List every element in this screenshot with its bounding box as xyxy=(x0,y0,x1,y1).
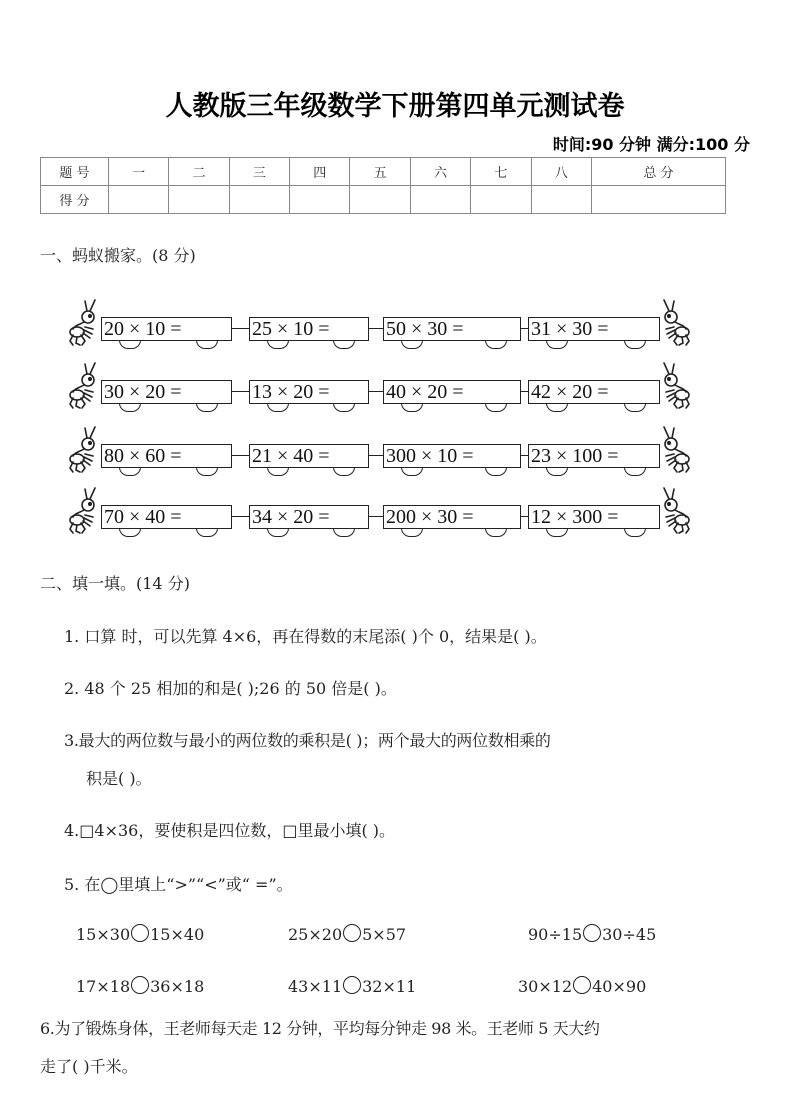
wheel-icon xyxy=(485,340,507,349)
wheel-icon xyxy=(196,340,218,349)
ant-icon xyxy=(63,422,103,480)
score-table-col: 六 xyxy=(410,158,470,186)
train-row xyxy=(60,295,700,355)
train-car[interactable]: 30 × 20 = xyxy=(101,380,232,404)
car-connector xyxy=(232,455,249,456)
comparison-left: 25×20 xyxy=(288,925,343,944)
score-table-row-label: 题 号 xyxy=(41,158,109,186)
car-connector xyxy=(521,455,528,456)
ant-icon xyxy=(656,483,696,541)
score-cell[interactable] xyxy=(410,186,470,214)
car-connector xyxy=(369,516,383,517)
score-table-row-label: 得 分 xyxy=(41,186,109,214)
score-cell[interactable] xyxy=(290,186,350,214)
train-car[interactable]: 34 × 20 = xyxy=(249,505,369,529)
score-cell[interactable] xyxy=(229,186,289,214)
wheel-icon xyxy=(546,467,568,476)
section2-heading: 二、填一填。(14 分) xyxy=(40,574,190,593)
ant-icon xyxy=(656,358,696,416)
comparison-left: 90÷15 xyxy=(528,925,583,944)
wheel-icon xyxy=(119,528,141,537)
wheel-icon xyxy=(546,403,568,412)
wheel-icon xyxy=(196,467,218,476)
blank-circle-icon[interactable] xyxy=(573,976,591,994)
train-row xyxy=(60,422,700,482)
comparison-item xyxy=(76,924,204,944)
train-row xyxy=(60,358,700,418)
wheel-icon xyxy=(546,340,568,349)
ant-icon xyxy=(63,483,103,541)
wheel-icon xyxy=(267,467,289,476)
wheel-icon xyxy=(119,403,141,412)
wheel-icon xyxy=(333,467,355,476)
car-connector xyxy=(369,391,383,392)
score-table-col: 七 xyxy=(471,158,531,186)
comparison-item xyxy=(288,924,406,944)
wheel-icon xyxy=(401,340,423,349)
comparison-right: 15×40 xyxy=(150,925,205,944)
train-car[interactable]: 50 × 30 = xyxy=(383,317,521,341)
comparison-left: 15×30 xyxy=(76,925,131,944)
ant-icon xyxy=(656,295,696,353)
wheel-icon xyxy=(624,467,646,476)
wheel-icon xyxy=(546,528,568,537)
wheel-icon xyxy=(624,528,646,537)
score-cell[interactable] xyxy=(350,186,410,214)
blank-circle-icon[interactable] xyxy=(583,924,601,942)
car-connector xyxy=(521,391,528,392)
wheel-icon xyxy=(401,467,423,476)
score-table-col: 一 xyxy=(109,158,169,186)
question-3-line2: 积是( )。 xyxy=(86,769,152,788)
train-car[interactable]: 13 × 20 = xyxy=(249,380,369,404)
section1-heading: 一、蚂蚁搬家。(8 分) xyxy=(40,246,196,265)
score-table-header-row xyxy=(41,158,726,186)
score-cell[interactable] xyxy=(531,186,591,214)
question-4: 4.□4×36，要使积是四位数，□里最小填( )。 xyxy=(64,821,396,840)
car-connector xyxy=(232,516,249,517)
score-table xyxy=(40,157,726,214)
score-table-col: 八 xyxy=(531,158,591,186)
train-car[interactable]: 25 × 10 = xyxy=(249,317,369,341)
wheel-icon xyxy=(119,467,141,476)
train-car[interactable]: 21 × 40 = xyxy=(249,444,369,468)
train-car[interactable]: 40 × 20 = xyxy=(383,380,521,404)
blank-circle-icon[interactable] xyxy=(131,924,149,942)
comparison-right: 30÷45 xyxy=(602,925,657,944)
wheel-icon xyxy=(196,528,218,537)
comparison-left: 17×18 xyxy=(76,977,131,996)
ant-icon xyxy=(63,358,103,416)
blank-circle-icon[interactable] xyxy=(131,976,149,994)
wheel-icon xyxy=(485,403,507,412)
train-car[interactable]: 80 × 60 = xyxy=(101,444,232,468)
question-5: 5. 在◯里填上“>”“<”或“ =”。 xyxy=(64,875,293,894)
car-connector xyxy=(521,328,528,329)
wheel-icon xyxy=(333,403,355,412)
comparison-left: 43×11 xyxy=(288,977,343,996)
train-car[interactable]: 12 × 300 = xyxy=(528,505,660,529)
score-cell[interactable] xyxy=(109,186,169,214)
wheel-icon xyxy=(267,403,289,412)
car-connector xyxy=(232,391,249,392)
wheel-icon xyxy=(333,528,355,537)
wheel-icon xyxy=(624,403,646,412)
comparison-right: 32×11 xyxy=(362,977,417,996)
car-connector xyxy=(232,328,249,329)
blank-circle-icon[interactable] xyxy=(343,976,361,994)
wheel-icon xyxy=(196,403,218,412)
comparison-item xyxy=(288,976,416,996)
comparison-right: 36×18 xyxy=(150,977,205,996)
train-car[interactable]: 300 × 10 = xyxy=(383,444,521,468)
comparison-item xyxy=(528,924,656,944)
score-cell[interactable] xyxy=(169,186,229,214)
car-connector xyxy=(521,516,528,517)
train-car[interactable]: 20 × 10 = xyxy=(101,317,232,341)
wheel-icon xyxy=(485,528,507,537)
train-car[interactable]: 42 × 20 = xyxy=(528,380,660,404)
score-table-col: 二 xyxy=(169,158,229,186)
question-1: 1. 口算 时，可以先算 4×6，再在得数的末尾添( )个 0，结果是( )。 xyxy=(64,627,547,646)
score-table-col: 四 xyxy=(290,158,350,186)
ant-icon xyxy=(656,422,696,480)
question-3-line1: 3.最大的两位数与最小的两位数的乘积是( )；两个最大的两位数相乘的 xyxy=(64,731,551,750)
comparison-item xyxy=(518,976,646,996)
comparison-left: 30×12 xyxy=(518,977,573,996)
score-cell[interactable] xyxy=(591,186,725,214)
train-car[interactable]: 23 × 100 = xyxy=(528,444,660,468)
wheel-icon xyxy=(401,528,423,537)
exam-meta: 时间:90 分钟 满分:100 分 xyxy=(552,135,750,154)
wheel-icon xyxy=(267,528,289,537)
blank-circle-icon[interactable] xyxy=(343,924,361,942)
question-6-line2: 走了( )千米。 xyxy=(40,1057,138,1076)
car-connector xyxy=(369,455,383,456)
question-2: 2. 48 个 25 相加的和是( );26 的 50 倍是( )。 xyxy=(64,679,397,698)
score-table-col: 总 分 xyxy=(591,158,725,186)
score-table-col: 三 xyxy=(229,158,289,186)
comparison-right: 40×90 xyxy=(592,977,647,996)
wheel-icon xyxy=(485,467,507,476)
comparison-right: 5×57 xyxy=(362,925,407,944)
comparison-item xyxy=(76,976,204,996)
wheel-icon xyxy=(401,403,423,412)
score-table-score-row xyxy=(41,186,726,214)
wheel-icon xyxy=(119,340,141,349)
score-cell[interactable] xyxy=(471,186,531,214)
train-car[interactable]: 70 × 40 = xyxy=(101,505,232,529)
page-title: 人教版三年级数学下册第四单元测试卷 xyxy=(165,91,625,122)
ant-icon xyxy=(63,295,103,353)
wheel-icon xyxy=(267,340,289,349)
car-connector xyxy=(369,328,383,329)
train-car[interactable]: 31 × 30 = xyxy=(528,317,660,341)
train-car[interactable]: 200 × 30 = xyxy=(383,505,521,529)
train-row xyxy=(60,483,700,543)
question-6-line1: 6.为了锻炼身体，王老师每天走 12 分钟，平均每分钟走 98 米。王老师 5 天大约 xyxy=(40,1019,600,1038)
score-table-col: 五 xyxy=(350,158,410,186)
wheel-icon xyxy=(624,340,646,349)
wheel-icon xyxy=(333,340,355,349)
